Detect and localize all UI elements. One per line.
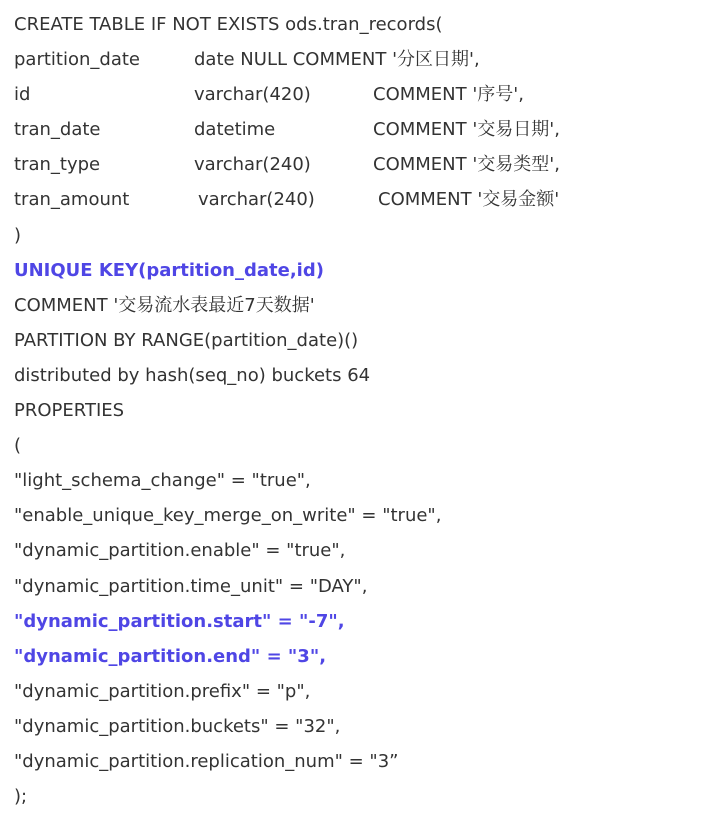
property-dp-start: "dynamic_partition.start" = "-7", bbox=[14, 610, 345, 632]
property-dp-enable: "dynamic_partition.enable" = "true", bbox=[14, 540, 346, 562]
property-dp-buckets: "dynamic_partition.buckets" = "32", bbox=[14, 715, 341, 737]
column-type: date NULL COMMENT '分区日期', bbox=[194, 49, 480, 71]
column-def-tran-amount bbox=[14, 187, 714, 222]
column-def-tran-type bbox=[14, 152, 714, 187]
column-name: tran_amount bbox=[14, 189, 130, 211]
column-def-id bbox=[14, 82, 714, 117]
column-name: tran_date bbox=[14, 119, 101, 141]
column-name: id bbox=[14, 84, 31, 106]
distributed-by-line: distributed by hash(seq_no) buckets 64 bbox=[14, 364, 371, 386]
column-def-partition-date bbox=[14, 47, 714, 82]
column-name: tran_type bbox=[14, 154, 101, 176]
property-dp-time-unit: "dynamic_partition.time_unit" = "DAY", bbox=[14, 575, 368, 597]
sql-code-block bbox=[14, 12, 714, 819]
column-comment: COMMENT '交易类型', bbox=[373, 154, 560, 176]
column-name: partition_date bbox=[14, 49, 140, 71]
table-comment-line: COMMENT '交易流水表最近7天数据' bbox=[14, 294, 315, 316]
open-paren-line: ( bbox=[14, 435, 22, 457]
property-dp-prefix: "dynamic_partition.prefix" = "p", bbox=[14, 680, 311, 702]
property-unique-key-merge: "enable_unique_key_merge_on_write" = "true", bbox=[14, 505, 442, 527]
column-type: datetime bbox=[194, 119, 276, 141]
partition-by-line: PARTITION BY RANGE(partition_date)() bbox=[14, 329, 359, 351]
column-def-tran-date bbox=[14, 117, 714, 152]
property-dp-end: "dynamic_partition.end" = "3", bbox=[14, 645, 327, 667]
create-table-line: CREATE TABLE IF NOT EXISTS ods.tran_records( bbox=[14, 14, 443, 35]
unique-key-line: UNIQUE KEY(partition_date,id) bbox=[14, 259, 324, 281]
property-dp-replication-num: "dynamic_partition.replication_num" = "3” bbox=[14, 750, 399, 772]
column-comment: COMMENT '序号', bbox=[373, 84, 524, 106]
column-type: varchar(240) bbox=[194, 154, 311, 176]
end-statement-line: ); bbox=[14, 786, 28, 808]
column-comment: COMMENT '交易金额' bbox=[378, 189, 560, 211]
properties-line: PROPERTIES bbox=[14, 400, 125, 422]
column-type: varchar(420) bbox=[194, 84, 311, 106]
column-type: varchar(240) bbox=[198, 189, 315, 211]
column-comment: COMMENT '交易日期', bbox=[373, 119, 560, 141]
close-paren-line: ) bbox=[14, 224, 22, 246]
property-light-schema-change: "light_schema_change" = "true", bbox=[14, 470, 311, 492]
